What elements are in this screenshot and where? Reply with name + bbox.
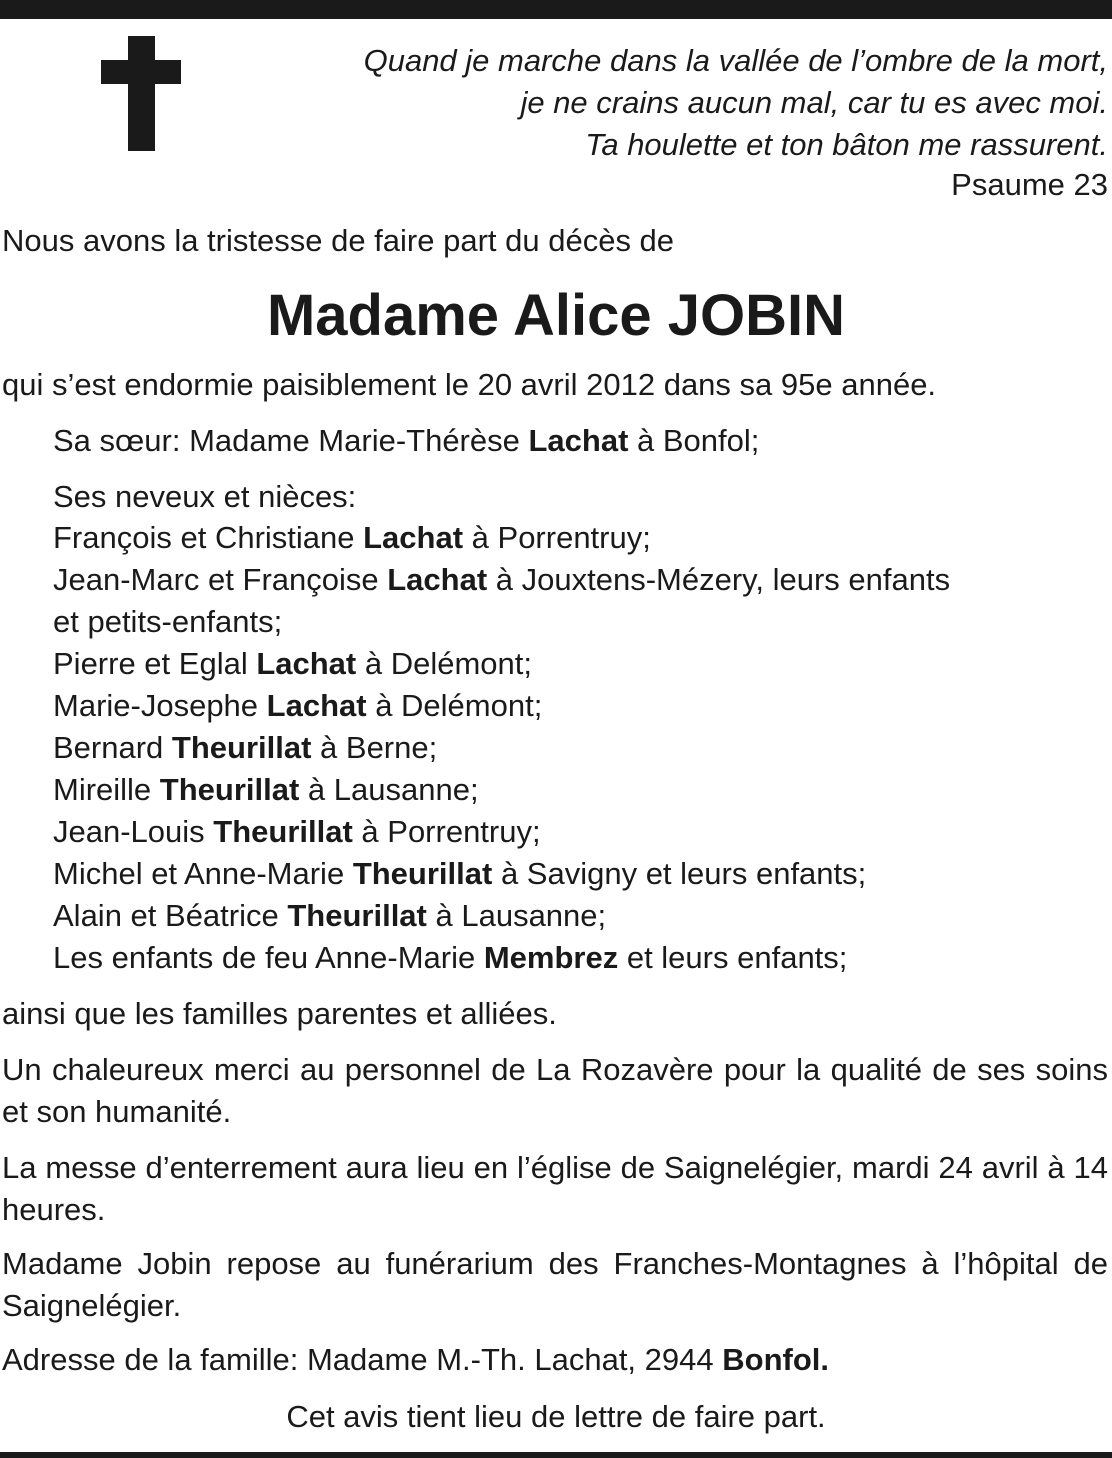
relative-line: François et Christiane Lachat à Porrentruy; (53, 520, 651, 555)
relative-line: Jean-Louis Theurillat à Porrentruy; (53, 814, 541, 849)
intro-text: Nous avons la tristesse de faire part du décès de (2, 223, 675, 258)
relative-line: Michel et Anne-Marie Theurillat à Savigny et leurs enfants; (53, 856, 867, 891)
relative-line: et petits-enfants; (53, 604, 283, 639)
psalm-verse (364, 40, 1108, 166)
relative-line: Les enfants de feu Anne-Marie Membrez et leurs enfants; (53, 940, 848, 975)
relative-line: Alain et Béatrice Theurillat à Lausanne; (53, 898, 607, 933)
relative-line: Marie-Josephe Lachat à Delémont; (53, 688, 543, 723)
rest-paragraph: Madame Jobin repose au funérarium des Franches-Montagnes à l’hôpital de Saignelégier. (2, 1246, 1108, 1323)
verse-line: Ta houlette et ton bâton me rassurent. (585, 127, 1108, 162)
families-line: ainsi que les familles parentes et alliées. (2, 996, 557, 1031)
deceased-name: Madame Alice JOBIN (266, 283, 846, 348)
top-rule (0, 0, 1112, 19)
psalm-source: Psaume 23 (951, 167, 1108, 202)
relative-line: Pierre et Eglal Lachat à Delémont; (53, 646, 533, 681)
relative-line: Bernard Theurillat à Berne; (53, 730, 438, 765)
verse-line: Quand je marche dans la vallée de l’ombre de la mort, (363, 43, 1108, 78)
relatives-heading: Ses neveux et nièces: (53, 479, 357, 514)
address-line: Adresse de la famille: Madame M.-Th. Lachat, 2944 Bonfol. (2, 1342, 829, 1377)
sister-line: Sa sœur: Madame Marie-Thérèse Lachat à Bonfol; (53, 423, 760, 458)
bottom-rule (0, 1452, 1112, 1458)
cross-icon (101, 36, 181, 151)
relative-line: Jean-Marc et Françoise Lachat à Jouxtens-Mézery, leurs enfants (53, 562, 951, 597)
closing-line: Cet avis tient lieu de lettre de faire part. (286, 1399, 826, 1434)
mass-paragraph: La messe d’enterrement aura lieu en l’église de Saignelégier, mardi 24 avril à 14 heures. (2, 1150, 1108, 1227)
thanks-paragraph: Un chaleureux merci au personnel de La Rozavère pour la qualité de ses soins et son humanité. (2, 1052, 1108, 1129)
relative-line: Mireille Theurillat à Lausanne; (53, 772, 479, 807)
verse-line: je ne crains aucun mal, car tu es avec moi. (520, 85, 1108, 120)
death-notice: qui s’est endormie paisiblement le 20 avril 2012 dans sa 95e année. (2, 367, 937, 402)
